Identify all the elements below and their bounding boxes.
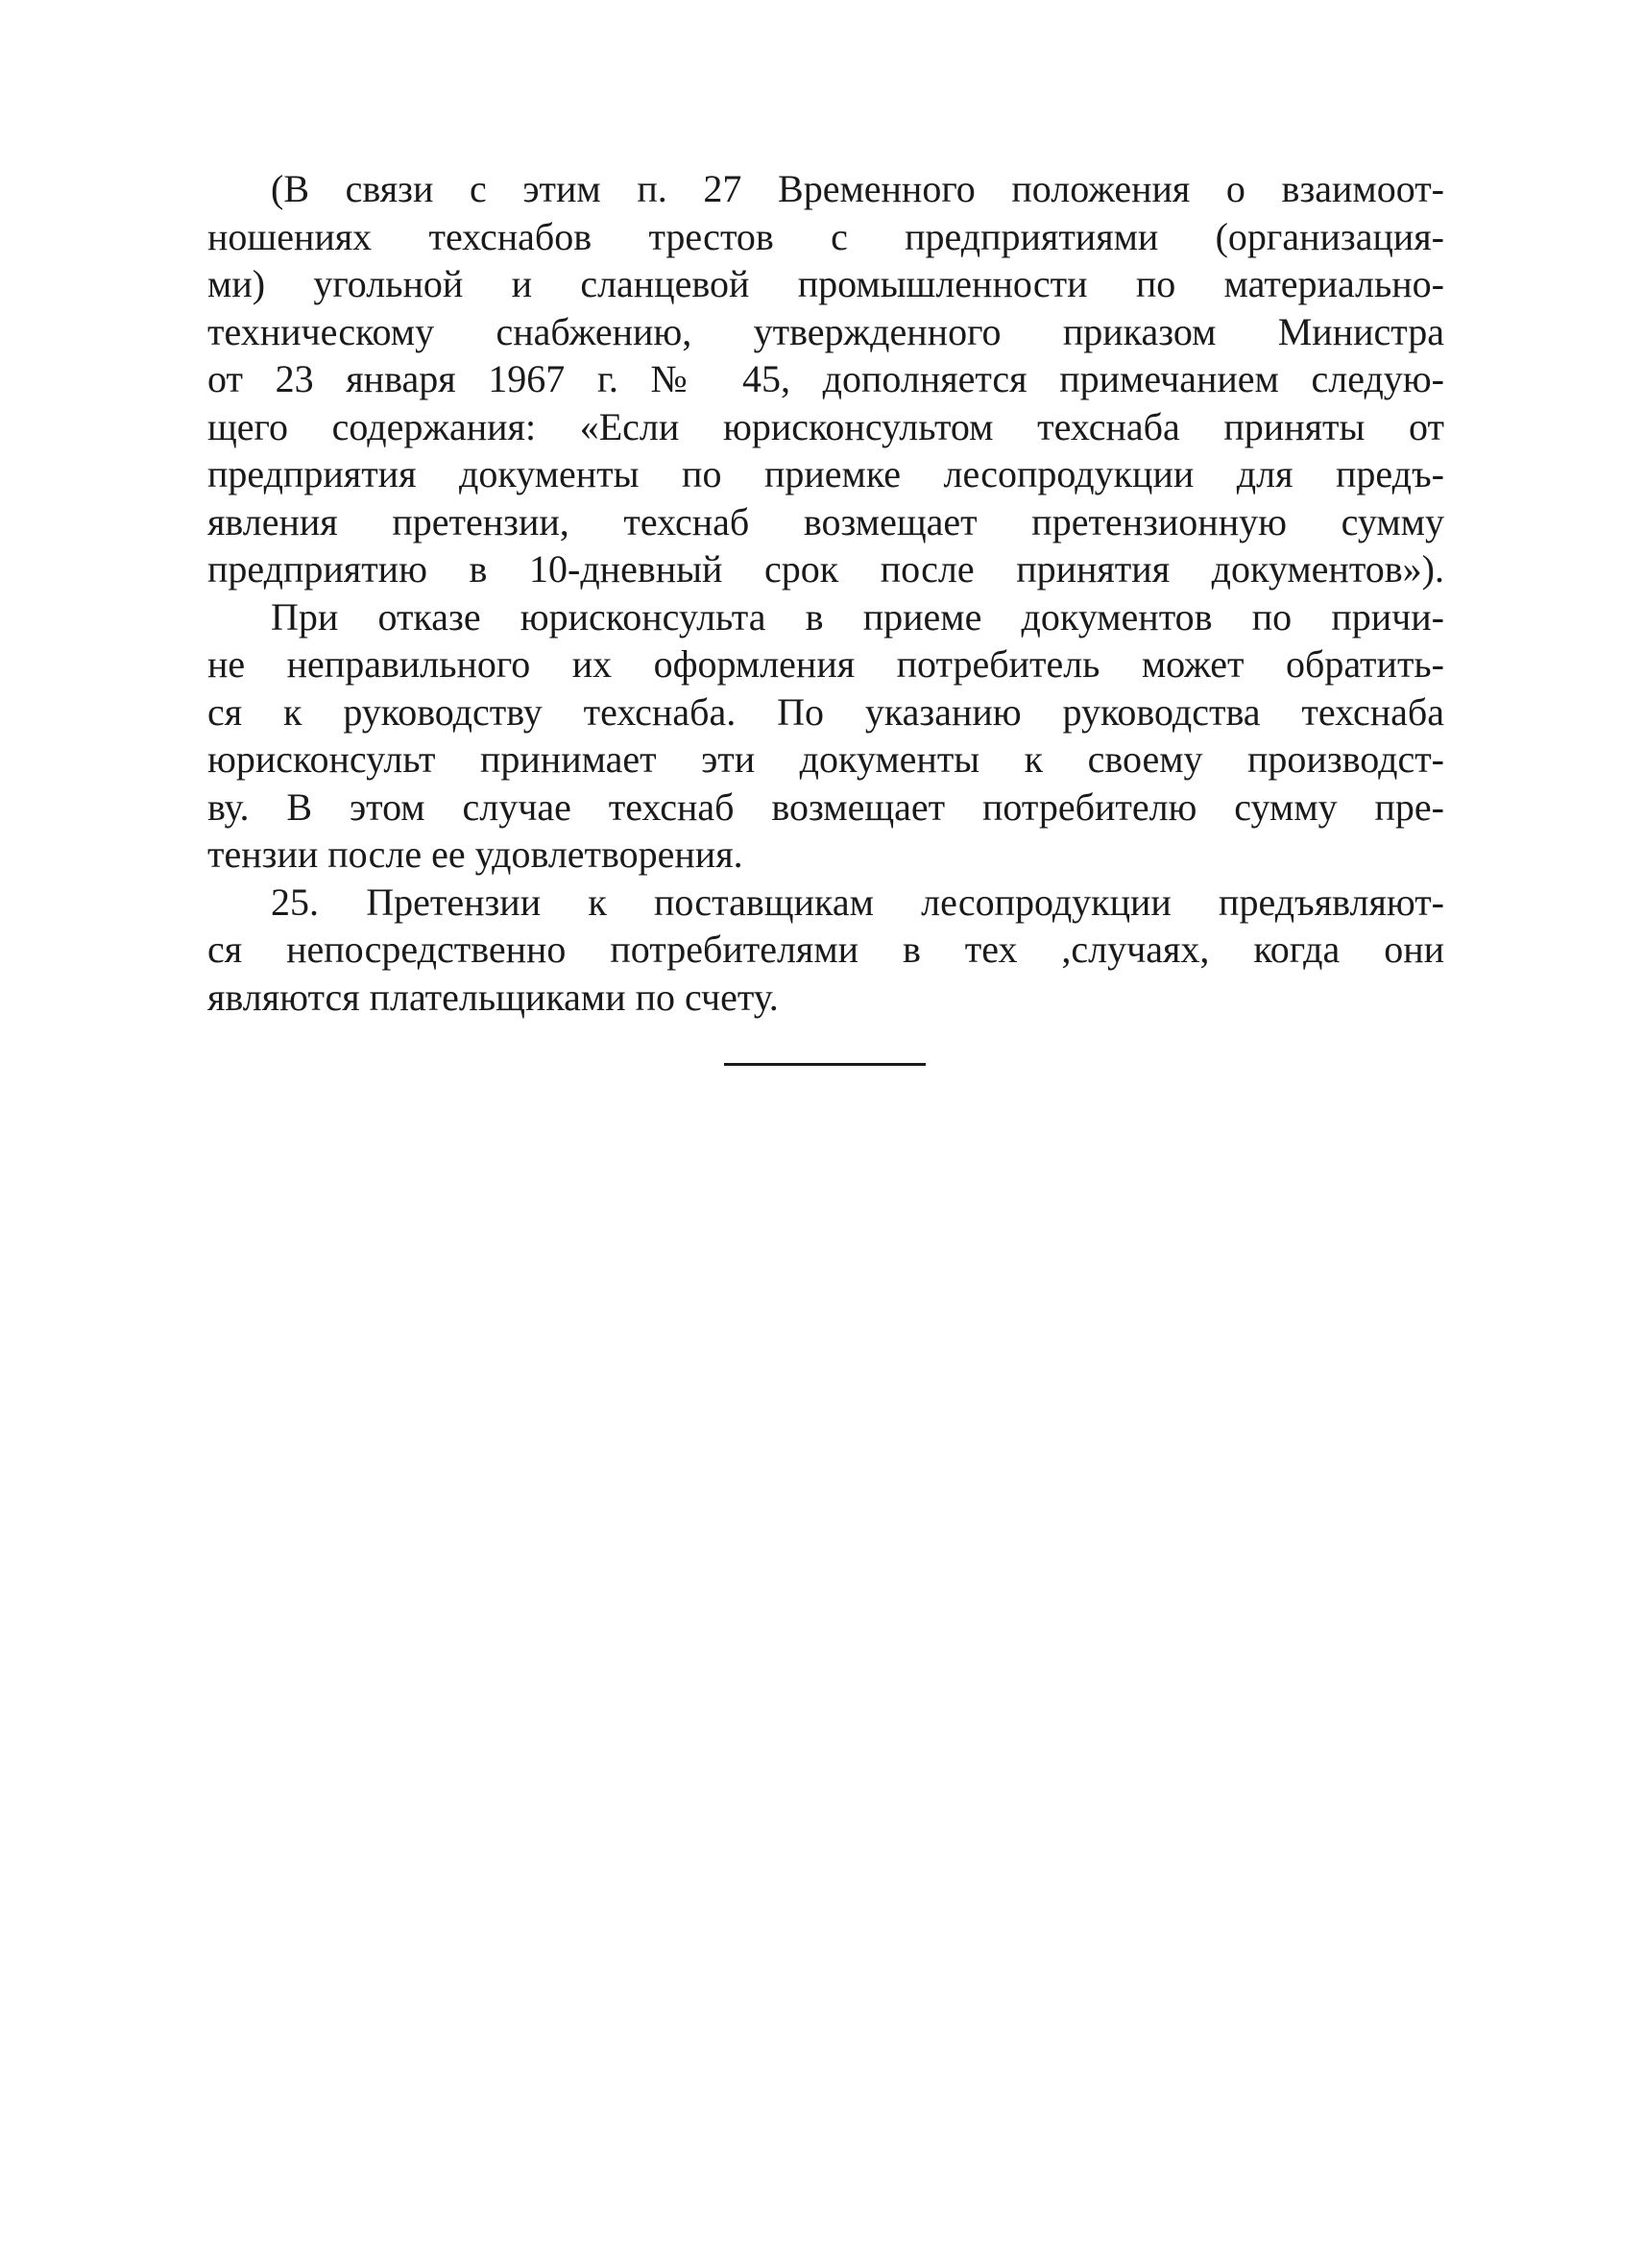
paragraph-2-line-5: ву. В этом случае техснаб возмещает потребителю сумму пре-: [207, 784, 1444, 829]
paragraph-1-line-9: предприятию в 10-дневный срок после принятия документов»).: [207, 547, 1444, 591]
document-text: [207, 165, 1444, 1021]
paragraph-3-line-3: являются плательщиками по счету.: [207, 975, 779, 1019]
paragraph-2-line-4: юрисконсульт принимает эти документы к своему производст-: [207, 737, 1444, 781]
end-separator-rule: [724, 1063, 926, 1066]
paragraph-1-line-3: ми) угольной и сланцевой промышленности по материально-: [207, 262, 1444, 305]
paragraph-1-line-7: предприятия документы по приемке лесопродукции для предъ-: [207, 452, 1444, 495]
paragraph-2-line-6: тензии после ее удовлетворения.: [207, 832, 743, 876]
paragraph-2-line-1: При отказе юрисконсульта в приеме документов по причи-: [271, 594, 1444, 639]
paragraph-1-line-2: ношениях техснабов трестов с предприятиями (организация-: [207, 214, 1444, 258]
paragraph-3-line-1: 25. Претензии к поставщикам лесопродукции предъявляют-: [271, 880, 1444, 924]
paragraph-1-line-6: щего содержания: «Если юрисконсультом техснаба приняты от: [207, 404, 1444, 448]
paragraph-2-line-2: не неправильного их оформления потребитель может обратить-: [207, 642, 1444, 686]
paragraph-2-line-3: ся к руководству техснаба. По указанию руководства техснаба: [207, 689, 1444, 734]
paragraph-1-line-4: техническому снабжению, утвержденного приказом Министра: [207, 309, 1444, 353]
paragraph-3-line-2: ся непосредственно потребителями в тех ,случаях, когда они: [207, 928, 1444, 971]
paragraph-1-line-8: явления претензии, техснаб возмещает претензионную сумму: [207, 499, 1444, 543]
paragraph-1-line-5: от 23 января 1967 г. № 45, дополняется примечанием следую-: [207, 357, 1444, 400]
paragraph-1-line-1: (В связи с этим п. 27 Временного положения о взаимоот-: [271, 167, 1444, 210]
